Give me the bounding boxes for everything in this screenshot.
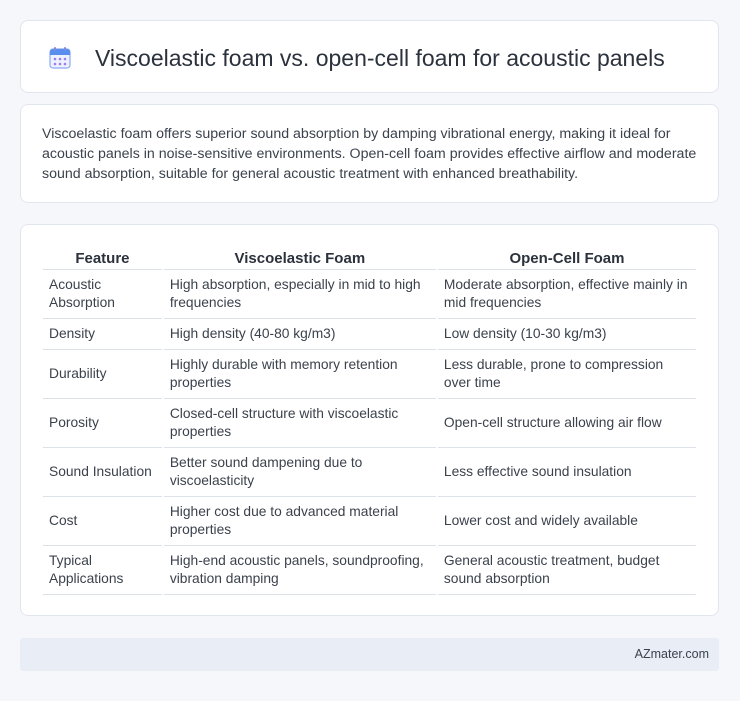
feature-cell: Typical Applications [43,546,162,595]
table-row [43,350,696,399]
comparison-table-card [20,224,719,616]
footer-brand: AZmater.com [634,647,709,661]
intro-text: Viscoelastic foam offers superior sound absorption by damping vibrational energy, making it ideal for acoustic panels in noise-sensitive environments. Open-cell foam provides effective airflow and moderate sound absorption, suitable for general acoustic treatment with enhanced breathability. [42,126,697,182]
feature-cell: Acoustic Absorption [43,270,162,319]
table-row [43,319,696,350]
table-row [43,448,696,497]
table-row [43,497,696,546]
page-title: Viscoelastic foam vs. open-cell foam for acoustic panels [95,45,665,71]
table-row [43,270,696,319]
column-header-viscoelastic: Viscoelastic Foam [164,245,436,270]
viscoelastic-cell: Closed-cell structure with viscoelastic properties [164,399,436,448]
feature-cell: Density [43,319,162,350]
viscoelastic-cell: High density (40-80 kg/m3) [164,319,436,350]
calendar-icon [48,46,72,70]
table-header-row [43,245,696,270]
open-cell-cell: Lower cost and widely available [438,497,696,546]
viscoelastic-cell: Higher cost due to advanced material properties [164,497,436,546]
table-row [43,399,696,448]
open-cell-cell: Open-cell structure allowing air flow [438,399,696,448]
viscoelastic-cell: Highly durable with memory retention properties [164,350,436,399]
viscoelastic-cell: High-end acoustic panels, soundproofing, vibration damping [164,546,436,595]
open-cell-cell: General acoustic treatment, budget sound absorption [438,546,696,595]
open-cell-cell: Moderate absorption, effective mainly in mid frequencies [438,270,696,319]
open-cell-cell: Less effective sound insulation [438,448,696,497]
feature-cell: Porosity [43,399,162,448]
feature-cell: Sound Insulation [43,448,162,497]
feature-cell: Durability [43,350,162,399]
viscoelastic-cell: Better sound dampening due to viscoelasticity [164,448,436,497]
footer-bar [20,638,719,671]
title-card [20,20,719,93]
comparison-table [41,245,698,595]
column-header-feature: Feature [43,245,162,270]
viscoelastic-cell: High absorption, especially in mid to high frequencies [164,270,436,319]
column-header-open-cell: Open-Cell Foam [438,245,696,270]
open-cell-cell: Low density (10-30 kg/m3) [438,319,696,350]
feature-cell: Cost [43,497,162,546]
open-cell-cell: Less durable, prone to compression over time [438,350,696,399]
intro-card [20,104,719,203]
table-row [43,546,696,595]
